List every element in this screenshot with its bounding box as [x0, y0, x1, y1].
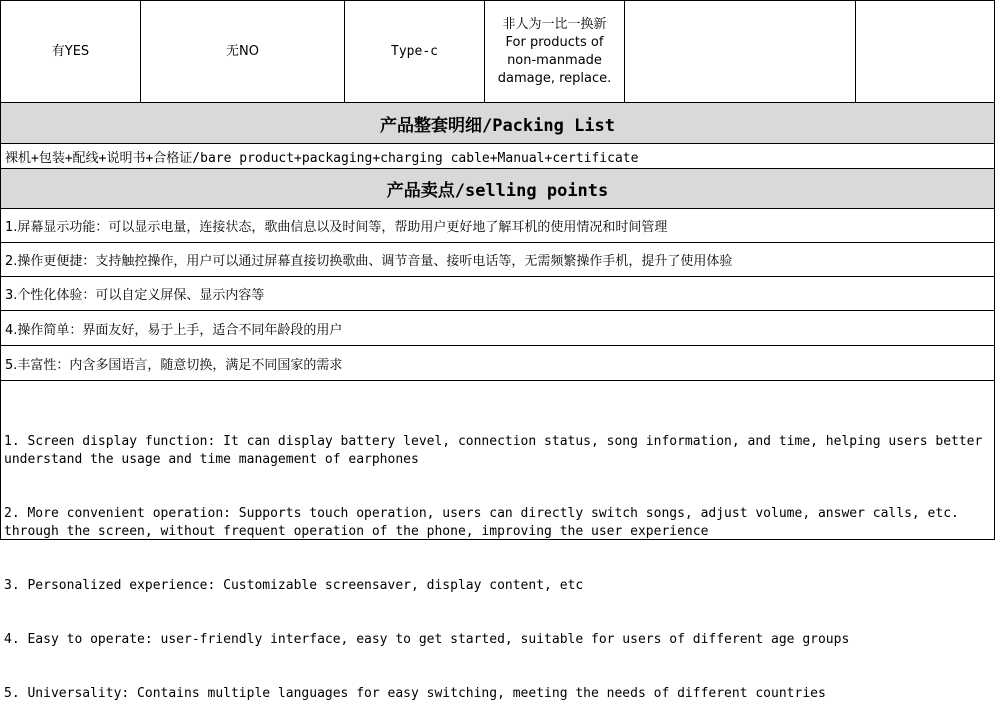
spec-row — [0, 0, 995, 103]
spec-cell-empty-2 — [856, 0, 995, 103]
packing-list-header: 产品整套明细/Packing List — [0, 103, 995, 144]
selling-point-en-5: 5. Universality: Contains multiple languages for easy switching, meeting the needs of different countries — [4, 686, 826, 701]
selling-points-header: 产品卖点/selling points — [0, 169, 995, 209]
spec-cell-warranty: 非人为一比一换新 For products of non-manmade damage, replace. — [485, 0, 625, 103]
spec-cell-yes: 有YES — [0, 0, 141, 103]
spec-cell-no: 无NO — [141, 0, 345, 103]
selling-point-cn-1: 1.屏幕显示功能：可以显示电量，连接状态，歌曲信息以及时间等，帮助用户更好地了解耳机的使用情况和时间管理 — [0, 209, 995, 243]
selling-point-en-1: 1. Screen display function: It can display battery level, connection status, song information, and time, helping users better understand the usage and time management of earphones — [4, 434, 991, 467]
selling-points-english — [0, 381, 995, 701]
spec-cell-interface: Type-c — [345, 0, 485, 103]
spec-cell-empty-1 — [625, 0, 856, 103]
selling-point-cn-4: 4.操作简单：界面友好，易于上手，适合不同年龄段的用户 — [0, 311, 995, 346]
selling-point-cn-3: 3.个性化体验：可以自定义屏保、显示内容等 — [0, 277, 995, 311]
selling-point-en-2: 2. More convenient operation: Supports touch operation, users can directly switch songs, adjust volume, answer calls, etc. through the screen, without frequent operation of the phone, improving the user experience — [4, 506, 967, 539]
selling-point-cn-5: 5.丰富性：内含多国语言，随意切换，满足不同国家的需求 — [0, 346, 995, 381]
selling-point-cn-2: 2.操作更便捷：支持触控操作，用户可以通过屏幕直接切换歌曲、调节音量、接听电话等，无需频繁操作手机，提升了使用体验 — [0, 243, 995, 277]
selling-point-en-4: 4. Easy to operate: user-friendly interface, easy to get started, suitable for users of different age groups — [4, 632, 850, 647]
packing-list-content: 裸机+包装+配线+说明书+合格证/bare product+packaging+charging cable+Manual+certificate — [0, 144, 995, 169]
selling-point-en-3: 3. Personalized experience: Customizable screensaver, display content, etc — [4, 578, 584, 593]
